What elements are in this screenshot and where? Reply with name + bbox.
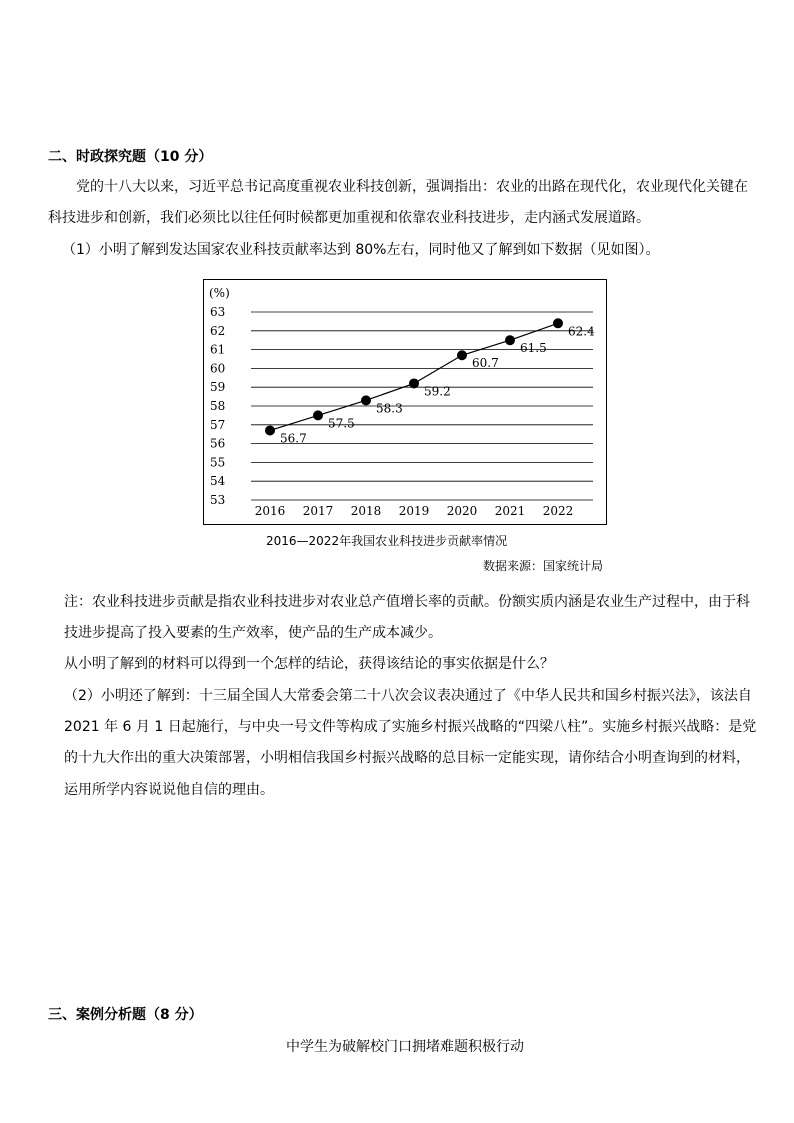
y-tick-label: 59 [210, 380, 226, 395]
y-tick-label: 55 [210, 455, 226, 470]
y-tick-label: 62 [210, 323, 226, 338]
section-2-heading: 二、时政探究题（10 分） [48, 149, 213, 165]
conclusion-question: 从小明了解到的材料可以得到一个怎样的结论，获得该结论的事实依据是什么？ [64, 656, 554, 672]
intro-line-1: 党的十八大以来，习近平总书记高度重视农业科技创新，强调指出：农业的出路在现代化，农业现代化关键在 [76, 179, 748, 195]
data-label: 56.7 [280, 431, 307, 446]
y-tick-label: 54 [210, 474, 226, 489]
data-point [265, 425, 275, 435]
x-tick-label: 2020 [446, 504, 478, 518]
x-tick-label: 2018 [350, 504, 382, 518]
data-label: 61.5 [520, 341, 547, 356]
section-3-heading: 三、案例分析题（8 分） [48, 1007, 203, 1023]
question-2-line-4: 运用所学内容说说他自信的理由。 [64, 782, 274, 798]
y-tick-label: 60 [210, 361, 226, 376]
y-tick-label: 53 [210, 493, 226, 507]
data-label: 62.4 [568, 324, 595, 339]
data-label: 58.3 [376, 401, 403, 416]
chart-title: 2016—2022年我国农业科技进步贡献率情况 [266, 534, 508, 548]
data-label: 59.2 [424, 384, 451, 399]
data-point [313, 410, 323, 420]
note-line-2: 技进步提高了投入要素的生产效率，使产品的生产成本减少。 [64, 625, 442, 641]
note-line-1: 注：农业科技进步贡献是指农业科技进步对农业总产值增长率的贡献。份额实质内涵是农业生产过程中，由于科 [64, 594, 750, 610]
data-point [457, 350, 467, 360]
case-title: 中学生为破解校门口拥堵难题积极行动 [286, 1039, 524, 1055]
y-tick-label: 57 [210, 417, 226, 432]
chart-frame [203, 279, 607, 525]
x-tick-label: 2021 [494, 504, 526, 518]
intro-line-2: 科技进步和创新，我们必须比以往任何时候都更加重视和依靠农业科技进步，走内涵式发展道路。 [48, 210, 650, 226]
x-tick-label: 2022 [542, 504, 574, 518]
question-2-line-3: 的十九大作出的重大决策部署，小明相信我国乡村振兴战略的总目标一定能实现，请你结合小明查询到的材料， [64, 750, 750, 766]
data-point [409, 378, 419, 388]
question-2-line-2: 2021 年 6 月 1 日起施行，与中央一号文件等构成了实施乡村振兴战略的“四梁八柱”。实施乡村振兴战略：是党 [64, 719, 757, 735]
data-point [553, 318, 563, 328]
data-label: 60.7 [472, 356, 499, 371]
y-axis-unit-label: (%) [209, 286, 230, 300]
y-tick-label: 63 [210, 305, 226, 319]
x-tick-label: 2019 [398, 504, 430, 518]
data-label: 57.5 [328, 416, 355, 431]
y-tick-label: 56 [210, 436, 226, 451]
y-tick-label: 61 [210, 342, 226, 357]
y-tick-label: 58 [210, 399, 226, 413]
question-1-prompt: （1）小明了解到发达国家农业科技贡献率达到 80%左右，同时他又了解到如下数据（见如图）。 [62, 242, 660, 258]
x-tick-label: 2016 [254, 504, 286, 518]
question-2-line-1: （2）小明还了解到：十三届全国人大常委会第二十八次会议表决通过了《中华人民共和国乡村振兴法》，该法自 [64, 688, 752, 704]
data-point [361, 395, 371, 405]
line-chart [204, 280, 606, 524]
x-tick-label: 2017 [302, 504, 334, 518]
chart-source: 数据来源：国家统计局 [483, 559, 604, 573]
data-point [505, 335, 515, 345]
